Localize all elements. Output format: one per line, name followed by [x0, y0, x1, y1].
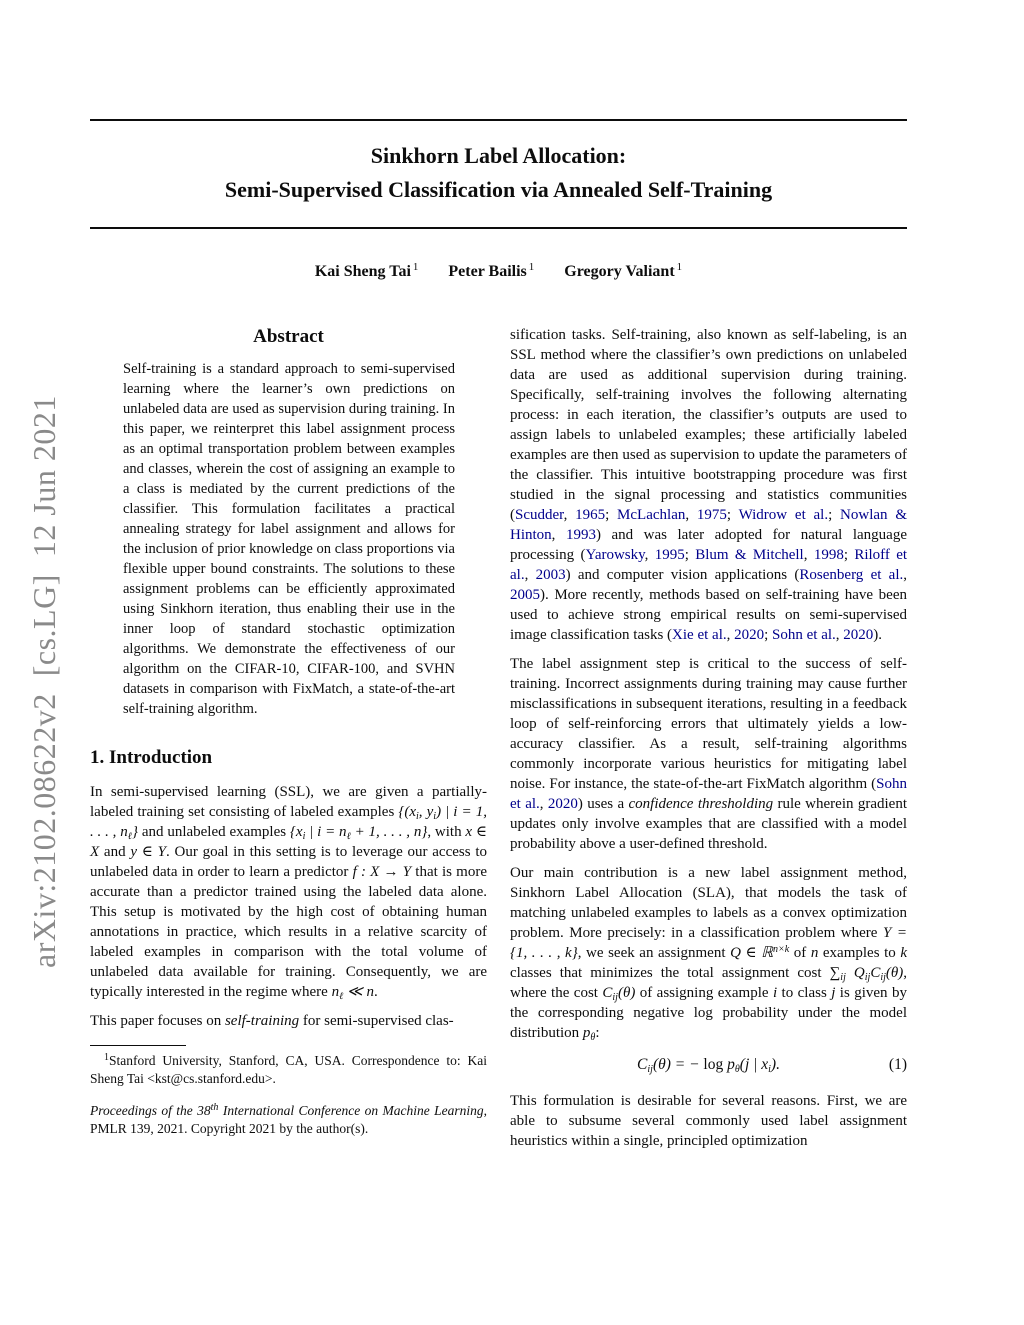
author	[564, 262, 682, 283]
text-segment: i	[433, 811, 437, 822]
text-segment: {(x	[398, 804, 417, 820]
text-segment: i	[772, 985, 778, 1001]
text-segment: ,	[835, 627, 844, 643]
text-segment: k	[900, 945, 907, 961]
citation-link[interactable]: 1965	[575, 507, 606, 523]
citation-link[interactable]: 2003	[535, 567, 566, 583]
text-segment: ij	[612, 992, 618, 1003]
text-segment: ,	[551, 527, 566, 543]
text-segment: ,	[563, 507, 576, 523]
text-segment: Proceedings of the 38	[90, 1103, 211, 1118]
text-segment: This formulation is desirable for several reasons. First, we are able to subsume several commonly used label assignment heuristics within a single, principled optimization	[510, 1093, 907, 1149]
citation-link[interactable]: 2020	[734, 627, 765, 643]
citation-link[interactable]: Riloff et al.	[510, 547, 908, 583]
text-segment: .	[373, 984, 378, 1000]
paper-title	[90, 121, 907, 227]
paper-title-line-2: Semi-Supervised Classification via Annealed Self-Training	[224, 177, 773, 202]
citation-link[interactable]: 1993	[565, 527, 596, 543]
text-segment: p	[582, 1025, 591, 1041]
text-segment: , with	[427, 824, 466, 840]
title-rule-bottom	[90, 227, 907, 229]
text-segment: ij	[880, 972, 886, 983]
author-affiliation-mark: 1	[528, 261, 535, 273]
text-segment: that is more accurate than a predictor trained using the labeled data alone. This setup is motivated by the high cost of obtaining human annotations in practice, which results in a relative scarcity of labeled examples in comparison with the total volume of unlabeled data available for training. Consequently, we are typically interested in the regime where	[90, 864, 487, 1000]
introduction-heading: 1. Introduction	[90, 747, 213, 768]
paper-title-line-1: Sinkhorn Label Allocation:	[370, 143, 627, 168]
text-segment: ,	[903, 567, 907, 583]
text-segment: ,	[539, 796, 548, 812]
text-segment: Our main contribution is a new label assignment method, Sinkhorn Label Allocation (SLA), that models the task of matching unlabeled examples to labels as a convex optimization problem. More precisely: in a classification problem where	[510, 865, 907, 941]
text-segment: ). More recently, methods based on self-training have been used to achieve strong empirical results on semi-supervised image classification tasks (	[510, 587, 907, 643]
text-segment: (θ)	[885, 965, 904, 981]
text-segment: and	[99, 844, 131, 860]
text-segment: Q	[845, 965, 865, 981]
author-name: Peter Bailis	[448, 263, 527, 280]
text-segment: ,	[524, 567, 536, 583]
citation-link[interactable]: 2005	[510, 587, 540, 603]
text-segment: {x	[289, 824, 303, 840]
text-segment: ,	[803, 547, 814, 563]
text-segment: self-training	[224, 1013, 300, 1029]
abstract-text: Self-training is a standard approach to semi-supervised learning where the learner’s own predictions on unlabeled data are used as supervision during training. In this paper, we reinterpret this label assignment process as an optimal transportation problem between examples and classes, wherein the cost of assigning an example to a class is mediated by the current predictions of the classifier. This formulation facilitates a practical annealing strategy for label assignment and allows for the inclusion of prior knowledge on class proportions via flexible upper bound constraints. The solutions to these assignment problems can be efficiently approximated using Sinkhorn iteration, thus enabling their use in the inner loop of standard stochastic optimization algorithms. We demonstrate the effectiveness of our algorithm on the CIFAR-10, CIFAR-100, and SVHN datasets in comparison with FixMatch, a state-of-the-art self-training algorithm.	[123, 361, 455, 717]
author	[448, 262, 534, 283]
footnote-text	[90, 1052, 487, 1087]
text-segment: ;	[843, 547, 855, 563]
citation-link[interactable]: Blum & Mitchell	[695, 547, 804, 563]
text-segment: ,	[685, 507, 697, 523]
text-segment: i	[768, 1064, 771, 1075]
author-name: Kai Sheng Tai	[314, 263, 411, 280]
citation-link[interactable]: Xie et al.	[672, 627, 727, 643]
body-paragraph-4	[510, 1091, 907, 1151]
arxiv-watermark: arXiv:2102.08622v2 [cs.LG] 12 Jun 2021	[26, 395, 62, 968]
author-affiliation-mark: 1	[676, 261, 683, 273]
citation-link[interactable]: Rosenberg et al.	[799, 567, 904, 583]
intro-paragraph-1	[90, 782, 487, 1002]
text-segment: th	[210, 1102, 219, 1113]
text-segment: log	[703, 1056, 728, 1073]
text-segment: ;	[605, 507, 618, 523]
text-segment: (j | x	[739, 1056, 769, 1073]
text-segment: ;	[764, 627, 773, 643]
text-segment: θ	[590, 1032, 596, 1043]
citation-link[interactable]: Widrow et al.	[738, 507, 829, 523]
author	[315, 262, 419, 283]
text-segment: ) | i = 1, . . . , n	[90, 804, 487, 840]
two-column-body	[90, 325, 907, 1160]
text-segment: , y	[418, 804, 434, 820]
text-segment: This paper focuses on	[90, 1013, 225, 1029]
citation-link[interactable]: McLachlan	[617, 507, 686, 523]
text-segment: (θ) = −	[652, 1056, 704, 1073]
left-column	[90, 325, 487, 1160]
proceedings-note	[90, 1102, 487, 1137]
text-segment: The label assignment step is critical to the success of self-training. Incorrect assignments during training may cause further misclassifications in subsequent iterations, resulting in a feedback loop of self-reinforcing errors that ultimately yields a low-accuracy classifier. As a result, self-training algorithms commonly incorporate various heuristics for mitigating label noise. For instance, the state-of-the-art FixMatch algorithm (	[510, 656, 907, 792]
text-segment: i	[302, 831, 306, 842]
citation-link[interactable]: Nowlan & Hinton	[510, 507, 907, 543]
text-segment: n×k	[773, 944, 790, 955]
author-name: Gregory Valiant	[564, 263, 675, 280]
text-segment: ℓ	[127, 831, 133, 842]
text-segment: Stanford University, Stanford, CA, USA. Correspondence to: Kai Sheng Tai <kst@cs.stanford.edu>.	[90, 1053, 487, 1086]
text-segment: ) and computer vision applications (	[565, 567, 800, 583]
text-segment: and unlabeled examples	[138, 824, 290, 840]
citation-link[interactable]: Sohn et al.	[510, 776, 907, 812]
text-segment: International Conference on Machine Learning	[218, 1103, 484, 1118]
text-segment: ℓ	[339, 991, 344, 1002]
text-segment: ;	[726, 507, 739, 523]
body-paragraph-3	[510, 863, 907, 1043]
text-segment: of	[789, 945, 811, 961]
text-segment: ;	[684, 547, 696, 563]
right-column	[510, 325, 907, 1160]
text-segment: ).	[873, 627, 883, 643]
author-affiliation-mark: 1	[412, 261, 419, 273]
footnote-rule	[90, 1045, 186, 1046]
text-segment: j	[831, 985, 836, 1001]
text-segment: ij	[647, 1064, 653, 1075]
text-segment: y ∈ Y	[130, 844, 166, 860]
text-segment: sification tasks. Self-training, also known as self-labeling, is an SSL method where the classifier’s own predictions on unlabeled data are used as additional supervision during training. Specifically, self-training involves the following alternating process: in each iteration, the classifier’s outputs are used to assign labels to unlabeled examples; these artificially labeled examples are then used as supervision to update the parameters of the classifier. This intuitive bootstrapping procedure was first studied in the signal processing and statistics communities (	[510, 327, 907, 523]
text-segment: for semi-supervised clas-	[299, 1013, 454, 1029]
text-segment: ) and was later adopted for natural language processing (	[510, 527, 908, 563]
intro-paragraph-2	[90, 1011, 487, 1031]
text-segment: :	[595, 1025, 600, 1041]
text-segment: is given by the corresponding negative log probability under the model distribution	[510, 985, 907, 1041]
text-segment: Q ∈ ℝ	[730, 945, 774, 961]
citation-link[interactable]: 2020	[843, 627, 874, 643]
text-segment: ij	[840, 972, 846, 983]
text-segment: ,	[726, 627, 735, 643]
text-segment: ;	[828, 507, 841, 523]
text-segment: , PMLR 139, 2021. Copyright 2021 by the author(s).	[90, 1103, 487, 1136]
text-segment: n	[331, 984, 340, 1000]
text-segment: f : X → Y	[352, 864, 412, 880]
text-segment: θ	[734, 1064, 740, 1075]
text-segment: confidence thresholding	[628, 796, 774, 812]
text-segment: of assigning example	[635, 985, 773, 1001]
text-segment: i	[416, 811, 419, 822]
text-segment: }	[132, 824, 139, 840]
citation-link[interactable]: 1998	[813, 547, 844, 563]
paper-content	[90, 0, 907, 1160]
text-segment: C	[637, 1056, 648, 1073]
text-segment: p	[727, 1056, 735, 1073]
citation-link[interactable]: Sohn et al.	[772, 627, 836, 643]
text-segment: ℓ	[346, 831, 351, 842]
text-segment: examples to	[818, 945, 901, 961]
text-segment: x ∈ X	[90, 824, 487, 860]
text-segment: ) uses a	[577, 796, 629, 812]
text-segment: Y	[882, 925, 892, 941]
text-segment: , we seek an assignment	[577, 945, 731, 961]
text-segment: (θ)	[617, 985, 636, 1001]
citation-link[interactable]: Scudder	[515, 507, 564, 523]
citation-link[interactable]: Yarowsky	[585, 547, 645, 563]
text-segment: = {1, . . . , k}	[510, 925, 907, 961]
citation-link[interactable]: 1995	[654, 547, 685, 563]
equation-number: (1)	[888, 1056, 907, 1073]
text-segment: ij	[864, 972, 871, 983]
body-paragraph-2	[510, 654, 907, 854]
equation-body	[637, 1056, 780, 1073]
citation-link[interactable]: 1975	[696, 507, 727, 523]
text-segment: rule wherein gradient updates only involve examples that are classified with a model probability above a user-defined threshold.	[510, 796, 908, 852]
text-segment: ≪ n	[343, 984, 374, 1000]
abstract-heading: Abstract	[253, 326, 324, 347]
text-segment: , where the cost	[510, 965, 907, 1001]
text-segment: ,	[644, 547, 655, 563]
text-segment: . Our goal in this setting is to leverage our access to unlabeled data in order to learn a predictor	[90, 844, 487, 880]
text-segment: C	[870, 965, 881, 981]
text-segment: | i = n	[305, 824, 347, 840]
text-segment: 1	[104, 1052, 109, 1063]
authors-line	[90, 262, 907, 283]
body-paragraph-1	[510, 325, 907, 645]
citation-link[interactable]: 2020	[547, 796, 578, 812]
text-segment: to class	[777, 985, 832, 1001]
text-segment: n	[810, 945, 819, 961]
text-segment: + 1, . . . , n}	[350, 824, 428, 840]
text-segment: ).	[770, 1056, 780, 1073]
text-segment: In semi-supervised learning (SSL), we are given a partially-labeled training set consisting of labeled examples	[90, 784, 487, 820]
equation-1	[510, 1055, 907, 1075]
text-segment: C	[602, 985, 613, 1001]
text-segment: classes that minimizes the total assignment cost	[510, 965, 830, 981]
text-segment: ∑	[829, 965, 841, 981]
